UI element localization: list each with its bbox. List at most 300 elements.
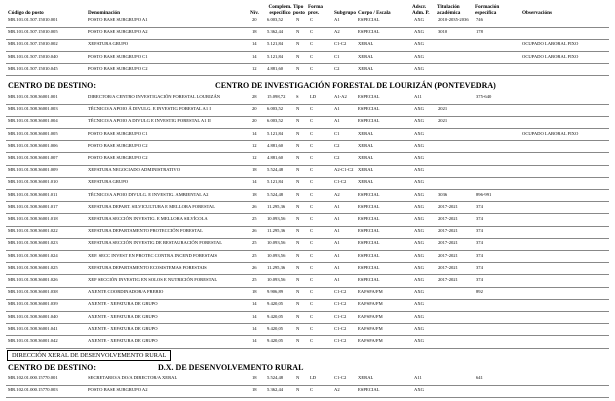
cell-sub: A1-A2 xyxy=(334,94,347,99)
cell-sub: A1 xyxy=(334,17,340,22)
cell-adscr: AXG xyxy=(414,191,424,197)
cell-level: 26 xyxy=(252,264,257,270)
cell-corps: XERAL xyxy=(358,155,374,160)
cell-form: C xyxy=(310,338,314,343)
cell-type: N xyxy=(296,65,300,71)
cell-code: MR.101.01.508.36001.005 xyxy=(8,130,58,136)
cell-level: 26 xyxy=(252,203,257,209)
cell-code: MR.101.01.508.36001.024 xyxy=(8,252,58,258)
cell-adscr: AXG xyxy=(414,325,424,331)
header-training: Formación específica xyxy=(475,4,500,16)
cell-code: MR.101.01.508.36001.025 xyxy=(8,264,58,270)
cell-type: N xyxy=(296,106,300,112)
cell-form: C xyxy=(310,203,314,209)
cell-corps: ESPECIAL xyxy=(358,203,380,209)
cell-compl: 4.881,60 xyxy=(267,142,284,148)
cell-compl: 9.420,05 xyxy=(267,325,284,331)
cell-code: MR.101.01.508.36001.010 xyxy=(8,179,58,185)
cell-name: POSTO BASE SUBGRUPO C1 xyxy=(88,130,148,136)
cell-level: 25 xyxy=(252,216,257,221)
cell-form: C xyxy=(310,142,314,148)
cell-type: N xyxy=(296,167,300,173)
cell-form-esp: 374 xyxy=(476,228,483,234)
cell-name: AXENTE - XEFATURA DE GRUPO xyxy=(88,338,158,343)
cell-compl: 5.121,84 xyxy=(267,179,284,185)
cell-tit: 2017-2021 xyxy=(438,203,458,209)
cell-level: 18 xyxy=(252,29,257,35)
cell-level: 18 xyxy=(252,191,257,197)
row-divider xyxy=(6,397,609,398)
cell-compl: 6.003,52 xyxy=(267,106,284,112)
cell-compl: 10.093,56 xyxy=(267,240,286,246)
cell-level: 12 xyxy=(252,155,257,160)
cell-sub: C1-C2 xyxy=(334,375,347,380)
cell-name: XEF SECCIÓN INVESTIG EN SOLOS E NUTRICIÓN FORESTAL xyxy=(88,277,218,282)
cell-compl: 15.098,72 xyxy=(267,94,286,99)
cell-corps: XERAL xyxy=(358,53,374,59)
cell-tit: 2017-2021 xyxy=(438,277,458,282)
cell-corps: ESPECIAL xyxy=(358,118,380,124)
cell-code: MR.102.01.000.15770.001 xyxy=(8,375,58,380)
cell-form: C xyxy=(310,289,314,295)
cell-form-esp: 375-640 xyxy=(476,94,492,99)
cell-corps: ESPECIAL xyxy=(358,29,380,35)
cell-adscr: AXG xyxy=(414,228,424,234)
center-name-dx: D.X. DE DESENVOLVEMENTO RURAL xyxy=(158,363,304,372)
cell-form: C xyxy=(310,41,314,47)
cell-corps: XERAL xyxy=(358,41,374,47)
cell-name: POSTO BASE SUBGRUPO A1 xyxy=(88,17,148,22)
cell-corps: XERAL xyxy=(358,375,374,380)
cell-tit: 3010 xyxy=(438,29,448,35)
center-label-lourizan: CENTRO DE DESTINO: xyxy=(8,81,97,90)
cell-compl: 11.295,36 xyxy=(267,228,286,234)
cell-name: TÉCNICO/A APOIO Á DIVULG. E INVESTIG FORESTAL A1 I xyxy=(88,106,211,112)
cell-code: MR.101.01.507.15010.045 xyxy=(8,65,58,71)
cell-level: 14 xyxy=(252,179,257,185)
cell-name: XEF. SECC INVEST EN PROTEC CONTRA INCEND FORESTAIS xyxy=(88,252,218,258)
cell-corps: EAFSFA/FM xyxy=(358,301,383,307)
cell-form: C xyxy=(310,29,314,35)
cell-type: N xyxy=(296,216,300,221)
cell-form-esp: 641 xyxy=(476,375,483,380)
cell-code: MR.101.01.508.36001.018 xyxy=(8,216,58,221)
cell-sub: A1 xyxy=(334,118,340,124)
cell-corps: ESPECIAL xyxy=(358,277,380,282)
cell-compl: 4.881,60 xyxy=(267,65,284,71)
cell-compl: 6.003,52 xyxy=(267,118,284,124)
cell-name: DIRECTOR/A CENTRO INVESTIGACIÓN FORESTAL LOURIZÁN xyxy=(88,94,221,99)
cell-form-esp: 892 xyxy=(476,289,483,295)
cell-sub: C1-C2 xyxy=(334,41,347,47)
cell-tit: 2021 xyxy=(438,106,448,112)
cell-tit: 2017-2021 xyxy=(438,228,458,234)
cell-level: 20 xyxy=(252,106,257,112)
header-subgroup: Subgrupo xyxy=(334,10,356,16)
cell-sub: C2 xyxy=(334,142,340,148)
cell-adscr: AXG xyxy=(414,106,424,112)
cell-code: MR.101.01.508.36001.009 xyxy=(8,167,58,173)
cell-name: TÉCNICO/A APOIO A DIVULG E INVESTIG FORESTAL A1 II xyxy=(88,118,211,124)
cell-adscr: AXG xyxy=(414,203,424,209)
cell-sub: C1-C2 xyxy=(334,179,347,185)
cell-sub: A1 xyxy=(334,277,340,282)
cell-code: MR.101.01.508.36001.023 xyxy=(8,240,58,246)
center-name-lourizan: CENTRO DE INVESTIGACIÓN FORESTAL DE LOURIZÁN (PONTEVEDRA) xyxy=(215,81,496,90)
cell-type: N xyxy=(296,240,300,246)
cell-adscr: AXG xyxy=(414,118,424,124)
cell-corps: XERAL xyxy=(358,130,374,136)
cell-corps: XERAL xyxy=(358,167,374,173)
cell-sub: C1 xyxy=(334,130,340,136)
cell-level: 14 xyxy=(252,301,257,307)
cell-form: C xyxy=(310,313,314,319)
cell-obs: OCUPADO LABORAL FIXO xyxy=(522,53,579,59)
cell-code: MR.101.01.507.15010.040 xyxy=(8,53,58,59)
header-titulation: Titulación académica xyxy=(437,4,461,16)
cell-level: 14 xyxy=(252,313,257,319)
cell-corps: ESPECIAL xyxy=(358,387,380,393)
cell-code: MR.101.01.508.36001.042 xyxy=(8,338,58,343)
cell-sub: A1 xyxy=(334,228,340,234)
cell-level: 26 xyxy=(252,228,257,234)
cell-adscr: AXG xyxy=(414,155,424,160)
direction-box: DIRECCIÓN XERAL DE DESENVOLVEMENTO RURAL xyxy=(7,350,171,361)
cell-level: 20 xyxy=(252,17,257,22)
cell-name: XEFATURA GRUPO xyxy=(88,41,129,47)
cell-sub: A2 xyxy=(334,29,340,35)
cell-code: MR.101.01.508.36001.001 xyxy=(8,94,58,99)
cell-compl: 11.295,36 xyxy=(267,264,286,270)
cell-type: N xyxy=(296,289,300,295)
cell-compl: 5.524,48 xyxy=(267,167,284,173)
cell-name: TÉCNICO/A APOIO DIVULG. E INVESTIG. AMBIENTAL A2 xyxy=(88,191,209,197)
cell-sub: A2-C1-C2 xyxy=(334,167,354,173)
cell-adscr: AXG xyxy=(414,277,424,282)
cell-corps: ESPECIAL xyxy=(358,216,380,221)
cell-compl: 4.881,60 xyxy=(267,155,284,160)
cell-adscr: AXG xyxy=(414,313,424,319)
cell-form: C xyxy=(310,130,314,136)
cell-compl: 10.093,56 xyxy=(267,216,286,221)
cell-sub: A1 xyxy=(334,203,340,209)
cell-corps: ESPECIAL xyxy=(358,94,380,99)
cell-level: 14 xyxy=(252,130,257,136)
cell-type: N xyxy=(296,191,300,197)
cell-form: C xyxy=(310,387,314,393)
cell-corps: EAFSFA/FM xyxy=(358,325,383,331)
cell-type: N xyxy=(296,313,300,319)
cell-name: XEFATURA GRUPO xyxy=(88,179,129,185)
cell-code: MR.101.01.507.15010.005 xyxy=(8,29,58,35)
cell-name: XEFATURA DEPART. SILVICULTURA E MELLORA FORESTAL xyxy=(88,203,216,209)
cell-sub: C1 xyxy=(334,53,340,59)
cell-code: MR.101.01.508.36001.038 xyxy=(8,289,58,295)
cell-compl: 5.362,44 xyxy=(267,29,284,35)
cell-sub: A2 xyxy=(334,191,340,197)
cell-name: AXENTE - XEFATURA DE GRUPO xyxy=(88,301,158,307)
cell-form: C xyxy=(310,277,314,282)
cell-form-esp: 746 xyxy=(476,17,483,22)
cell-corps: ESPECIAL xyxy=(358,240,380,246)
cell-form: C xyxy=(310,179,314,185)
header-adscr: Adscr. Adm. P. xyxy=(412,4,430,16)
cell-level: 18 xyxy=(252,387,257,393)
cell-name: XEFATURA DEPARTAMENTO ECOSISTEMAS FORESTAIS xyxy=(88,264,207,270)
cell-compl: 11.295,36 xyxy=(267,203,286,209)
cell-level: 18 xyxy=(252,375,257,380)
cell-compl: 5.362,44 xyxy=(267,387,284,393)
cell-type: S xyxy=(296,94,299,99)
header-observations: Observacións xyxy=(522,10,552,16)
cell-form-esp: 374 xyxy=(476,216,483,221)
cell-form-esp: 896-991 xyxy=(476,191,492,197)
cell-type: N xyxy=(296,277,300,282)
cell-compl: 9.420,05 xyxy=(267,301,284,307)
cell-sub: A1 xyxy=(334,106,340,112)
cell-name: POSTO BASE SUBGRUPO C2 xyxy=(88,65,148,71)
cell-adscr: AXG xyxy=(414,167,424,173)
cell-corps: XERAL xyxy=(358,65,374,71)
cell-form: LD xyxy=(310,375,317,380)
cell-code: MR.101.01.507.15010.002 xyxy=(8,41,58,47)
cell-name: XEFATURA NEGOCIADO ADMINISTRATIVO xyxy=(88,167,181,173)
row-divider xyxy=(6,348,609,349)
cell-sub: A1 xyxy=(334,240,340,246)
header-complement: Complem. específico xyxy=(268,4,292,16)
cell-code: MR.101.01.508.36001.006 xyxy=(8,142,58,148)
cell-level: 25 xyxy=(252,277,257,282)
cell-tit: 2017-2021 xyxy=(438,216,458,221)
cell-type: N xyxy=(296,264,300,270)
cell-form-esp: 374 xyxy=(476,240,483,246)
cell-form-esp: 374 xyxy=(476,252,483,258)
cell-type: N xyxy=(296,301,300,307)
cell-adscr: AXG xyxy=(414,53,424,59)
cell-level: 14 xyxy=(252,338,257,343)
cell-code: MR.102.01.000.15770.003 xyxy=(8,387,58,393)
cell-code: MR.101.01.508.36001.041 xyxy=(8,325,58,331)
cell-form: C xyxy=(310,167,314,173)
cell-sub: C1-C2 xyxy=(334,289,347,295)
cell-code: MR.101.01.508.36001.026 xyxy=(8,277,58,282)
cell-corps: EAFSFA/FM xyxy=(358,289,383,295)
cell-obs: OCUPADO LABORAL FIXO xyxy=(522,41,579,47)
cell-form: C xyxy=(310,53,314,59)
cell-sub: A1 xyxy=(334,252,340,258)
cell-corps: ESPECIAL xyxy=(358,106,380,112)
cell-name: SECRETARIO/A DO/A DIRECTOR/A XERAL xyxy=(88,375,178,380)
cell-compl: 5.524,48 xyxy=(267,191,284,197)
cell-corps: ESPECIAL xyxy=(358,228,380,234)
cell-name: AXENTE - XEFATURA DE GRUPO xyxy=(88,325,158,331)
cell-adscr: AXG xyxy=(414,264,424,270)
cell-compl: 10.093,56 xyxy=(267,277,286,282)
cell-adscr: AXG xyxy=(414,387,424,393)
header-type: Tipo posto xyxy=(293,4,305,16)
cell-type: N xyxy=(296,41,300,47)
cell-corps: ESPECIAL xyxy=(358,191,380,197)
cell-corps: ESPECIAL xyxy=(358,252,380,258)
center-label-dx: CENTRO DE DESTINO: xyxy=(8,363,97,372)
cell-name: POSTO BASE SUBGRUPO A2 xyxy=(88,387,148,393)
cell-compl: 5.121,84 xyxy=(267,41,284,47)
cell-name: POSTO BASE SUBGRUPO C2 xyxy=(88,142,148,148)
cell-level: 14 xyxy=(252,53,257,59)
cell-name: POSTO BASE SUBGRUPO C2 xyxy=(88,155,148,160)
cell-type: N xyxy=(296,375,300,380)
cell-corps: XERAL xyxy=(358,142,374,148)
cell-form: C xyxy=(310,216,314,221)
cell-level: 12 xyxy=(252,142,257,148)
cell-type: N xyxy=(296,338,300,343)
cell-form: C xyxy=(310,106,314,112)
cell-level: 25 xyxy=(252,252,257,258)
cell-tit: 2017-2021 xyxy=(438,252,458,258)
cell-corps: ESPECIAL xyxy=(358,264,380,270)
cell-adscr: AXG xyxy=(414,142,424,148)
cell-code: MR.101.01.507.15010.001 xyxy=(8,17,58,22)
cell-adscr: A11 xyxy=(414,94,422,99)
cell-tit: 3036 xyxy=(438,191,448,197)
cell-form: C xyxy=(310,118,314,124)
cell-sub: C1-C2 xyxy=(334,325,347,331)
cell-compl: 10.093,56 xyxy=(267,252,286,258)
cell-compl: 6.003,52 xyxy=(267,17,284,22)
cell-level: 14 xyxy=(252,41,257,47)
cell-adscr: AXG xyxy=(414,216,424,221)
cell-compl: 9.420,05 xyxy=(267,313,284,319)
cell-form: C xyxy=(310,17,314,22)
cell-name: POSTO BASE SUBGRUPO C1 xyxy=(88,53,148,59)
cell-tit: 2010-2035-2036 xyxy=(438,17,469,22)
cell-sub: A2 xyxy=(334,387,340,393)
cell-corps: EAFSFA/FM xyxy=(358,338,383,343)
cell-name: POSTO BASE SUBGRUPO A2 xyxy=(88,29,148,35)
cell-level: 12 xyxy=(252,65,257,71)
cell-compl: 9.906,89 xyxy=(267,289,284,295)
cell-form: C xyxy=(310,155,314,160)
cell-form-esp: 374 xyxy=(476,264,483,270)
cell-sub: C2 xyxy=(334,155,340,160)
cell-form-esp: 374 xyxy=(476,277,483,282)
cell-corps: ESPECIAL xyxy=(358,17,380,22)
header-form: Forma prov. xyxy=(308,4,323,16)
cell-code: MR.101.01.508.36001.022 xyxy=(8,228,58,234)
cell-obs: OCUPADO LABORAL FIXO xyxy=(522,130,579,136)
cell-name: XEFATURA SECCIÓN INVESTIG. E MELLORA SILVÍCOLA xyxy=(88,216,208,221)
cell-name: XEFATURA DEPARTAMENTO PROTECCIÓN FORESTAL xyxy=(88,228,203,234)
row-divider xyxy=(6,75,609,76)
cell-adscr: AXG xyxy=(414,179,424,185)
cell-sub: C1-C2 xyxy=(334,338,347,343)
cell-form: C xyxy=(310,65,314,71)
cell-adscr: A11 xyxy=(414,375,422,380)
cell-type: N xyxy=(296,228,300,234)
cell-adscr: AXG xyxy=(414,240,424,246)
header-level: Nív. xyxy=(250,10,259,16)
cell-code: MR.101.01.508.36001.039 xyxy=(8,301,58,307)
cell-adscr: AXG xyxy=(414,17,424,22)
cell-name: AXENTE - XEFATURA DE GRUPO xyxy=(88,313,158,319)
cell-code: MR.101.01.508.36001.011 xyxy=(8,191,58,197)
cell-corps: XERAL xyxy=(358,179,374,185)
cell-adscr: AXG xyxy=(414,41,424,47)
cell-code: MR.101.01.508.36001.040 xyxy=(8,313,58,319)
cell-name: AXENTE COORDINADOR/A FREBIO xyxy=(88,289,164,295)
cell-form-esp: 178 xyxy=(476,29,483,35)
cell-form: C xyxy=(310,252,314,258)
cell-form: C xyxy=(310,240,314,246)
cell-type: N xyxy=(296,252,300,258)
cell-type: N xyxy=(296,142,300,148)
cell-level: 14 xyxy=(252,325,257,331)
cell-form: C xyxy=(310,301,314,307)
cell-tit: 2021 xyxy=(438,118,448,124)
cell-form-esp: 374 xyxy=(476,203,483,209)
cell-adscr: AXG xyxy=(414,289,424,295)
cell-code: MR.101.01.508.36001.004 xyxy=(8,118,58,124)
cell-type: N xyxy=(296,179,300,185)
cell-level: 28 xyxy=(252,94,257,99)
cell-form: C xyxy=(310,228,314,234)
cell-name: XEFATURA SECCIÓN INVESTIG DE RESTAURACIÓN FORESTAL xyxy=(88,240,223,246)
cell-compl: 5.121,84 xyxy=(267,130,284,136)
cell-type: N xyxy=(296,53,300,59)
cell-compl: 5.121,84 xyxy=(267,53,284,59)
cell-code: MR.101.01.508.36001.003 xyxy=(8,106,58,112)
cell-sub: A1 xyxy=(334,216,340,221)
cell-adscr: AXG xyxy=(414,301,424,307)
cell-level: 25 xyxy=(252,240,257,246)
cell-level: 18 xyxy=(252,167,257,173)
cell-adscr: AXG xyxy=(414,252,424,258)
header-denomination: Denominación xyxy=(88,10,120,16)
cell-type: N xyxy=(296,387,300,393)
cell-compl: 5.524,48 xyxy=(267,375,284,380)
cell-sub: C1-C2 xyxy=(334,301,347,307)
cell-type: N xyxy=(296,130,300,136)
cell-code: MR.101.01.508.36001.017 xyxy=(8,203,58,209)
cell-type: N xyxy=(296,155,300,160)
cell-form: LD xyxy=(310,94,317,99)
cell-adscr: AXG xyxy=(414,29,424,35)
cell-type: N xyxy=(296,203,300,209)
cell-type: N xyxy=(296,29,300,35)
cell-corps: EAFSFA/FM xyxy=(358,313,383,319)
cell-adscr: AXG xyxy=(414,65,424,71)
cell-sub: C1-C2 xyxy=(334,313,347,319)
cell-adscr: AXG xyxy=(414,338,424,343)
header-code: Código do posto xyxy=(8,10,44,16)
cell-sub: A1 xyxy=(334,264,340,270)
cell-form: C xyxy=(310,325,314,331)
cell-form: C xyxy=(310,191,314,197)
cell-level: 18 xyxy=(252,289,257,295)
cell-adscr: AXG xyxy=(414,130,424,136)
cell-form: C xyxy=(310,264,314,270)
cell-tit: 2017-2021 xyxy=(438,240,458,246)
cell-code: MR.101.01.508.36001.007 xyxy=(8,155,58,160)
cell-compl: 9.420,05 xyxy=(267,338,284,343)
header-corps: Corpo / Escala xyxy=(358,10,391,16)
cell-sub: C2 xyxy=(334,65,340,71)
cell-type: N xyxy=(296,118,300,124)
cell-type: N xyxy=(296,325,300,331)
cell-type: N xyxy=(296,17,300,22)
cell-level: 20 xyxy=(252,118,257,124)
cell-tit: 2017-2021 xyxy=(438,264,458,270)
